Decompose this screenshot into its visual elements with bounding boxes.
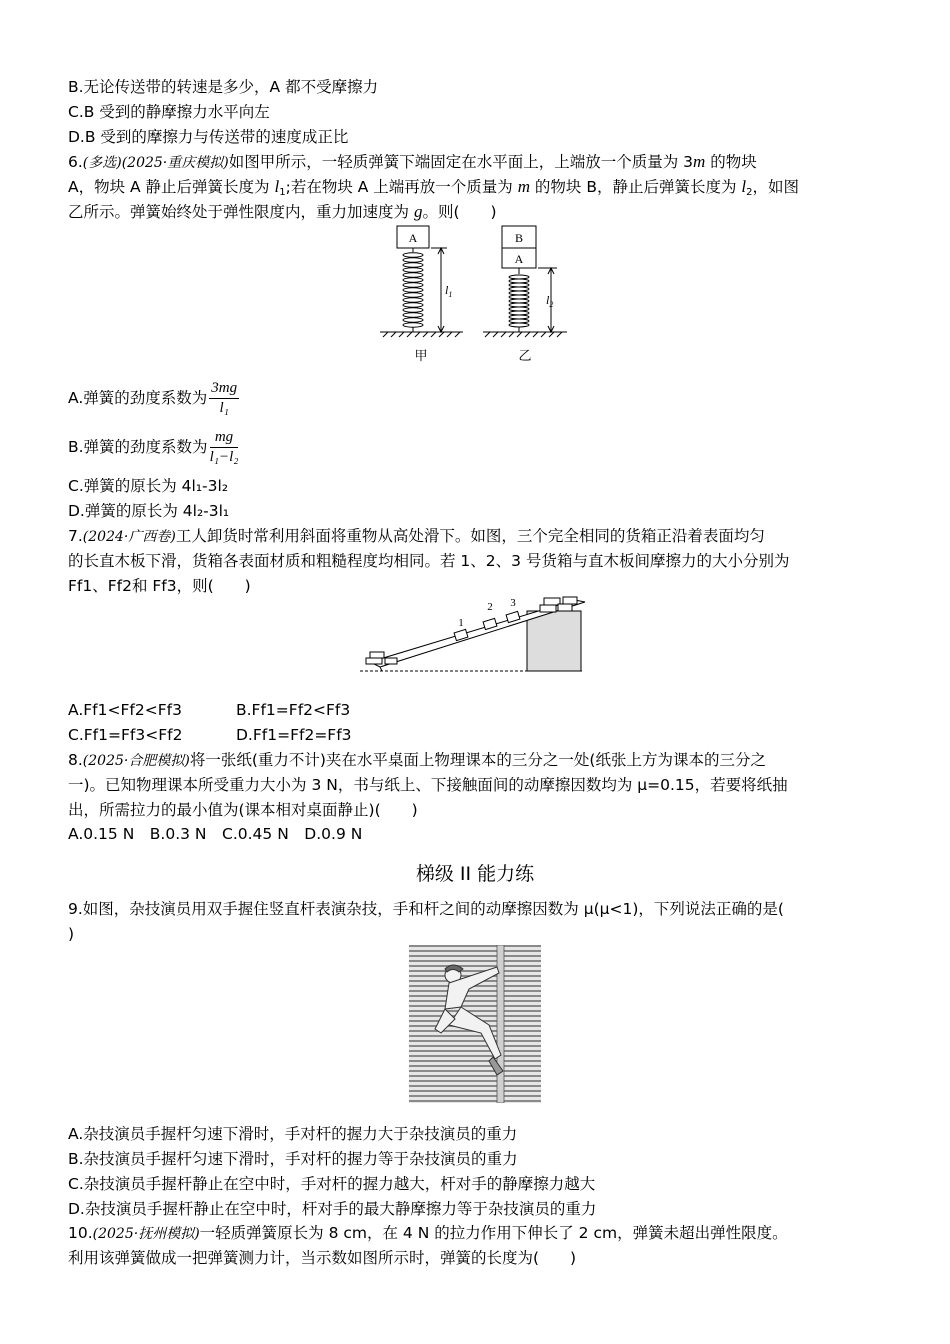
- q6-option-a-fraction: [209, 379, 239, 418]
- q6-text: ;若在物块 A 上端再放一个质量为: [285, 178, 518, 196]
- ground-right: [483, 332, 567, 337]
- box-3-label: 3: [510, 597, 516, 609]
- q6-l2-sub: 2: [746, 187, 753, 198]
- q6-line1: [68, 151, 757, 174]
- q6-text: 乙所示。弹簧始终处于弹性限度内，重力加速度为: [68, 203, 414, 221]
- q8-line3: 出，所需拉力的最小值为(课本相对桌面静止)( ): [68, 801, 418, 819]
- spring-right: [509, 268, 529, 332]
- q6-number: 6.: [68, 153, 83, 171]
- q7-incline-figure: [360, 592, 590, 674]
- q10-source-tag: (2025·抚州模拟): [92, 1226, 200, 1242]
- prev-option-d: D.B 受到的摩擦力与传送带的速度成正比: [68, 128, 349, 146]
- q6-text: A，物块 A 静止后弹簧长度为: [68, 178, 275, 196]
- q8-text: 将一张纸(重力不计)夹在水平桌面上物理课本的三分之一处(纸张上方为课本的三分之: [189, 751, 766, 769]
- q7-option-c: C.Ff1=Ff3<Ff2: [68, 726, 183, 744]
- q6-l1-sub: 1: [279, 187, 286, 198]
- l2-label: $l_2$: [546, 293, 554, 309]
- q8-source-tag: (2025·合肥模拟): [82, 753, 190, 769]
- q6-option-b: [68, 425, 238, 469]
- q10-text: 一轻质弹簧原长为 8 cm，在 4 N 的拉力作用下伸长了 2 cm，弹簧未超出弹性限度。: [199, 1224, 788, 1242]
- q6-line2: [68, 176, 799, 204]
- section-title: 梯级 II 能力练: [415, 863, 535, 885]
- q7-text: 工人卸货时常利用斜面将重物从高处滑下。如图，三个完全相同的货箱正沿着表面均匀: [175, 527, 765, 545]
- q6-text: 如图甲所示，一轻质弹簧下端固定在水平面上，上端放一个质量为 3: [228, 153, 694, 171]
- q6-mass-symbol: m: [693, 152, 706, 171]
- q6-mass-symbol: m: [517, 177, 530, 196]
- q6-text: 的物块 B，静止后弹簧长度为: [530, 178, 742, 196]
- q6-option-d: D.弹簧的原长为 4l₂-3l₁: [68, 502, 230, 520]
- q6-text: 。则( ): [422, 203, 497, 221]
- q6-text: 的物块: [705, 153, 757, 171]
- q9-option-a: A.杂技演员手握杆匀速下滑时，手对杆的握力大于杂技演员的重力: [68, 1125, 518, 1143]
- label-jia: 甲: [414, 348, 428, 363]
- q6-source-tag: (多选)(2025·重庆模拟): [82, 155, 229, 171]
- fraction-numerator: mg: [210, 428, 239, 448]
- q6-l1-symbol: l: [274, 177, 280, 196]
- q6-text: ，如图: [752, 178, 800, 196]
- box-2-label: 2: [487, 601, 493, 613]
- q6-l2-symbol: l: [741, 177, 747, 196]
- q9-line2: ): [68, 925, 75, 943]
- spring-left: [403, 248, 423, 332]
- q6-spring-figure: [375, 222, 575, 368]
- q8-number: 8.: [68, 751, 83, 769]
- q7-option-d: D.Ff1=Ff2=Ff3: [236, 726, 352, 744]
- q7-line3: Ff1、Ff2和 Ff3，则( ): [68, 577, 251, 595]
- q6-option-b-fraction: [210, 428, 239, 467]
- q9-option-b: B.杂技演员手握杆匀速下滑时，手对杆的握力等于杂技演员的重力: [68, 1150, 518, 1168]
- prev-option-b: B.无论传送带的转速是多少，A 都不受摩擦力: [68, 78, 379, 96]
- q10-number: 10.: [68, 1224, 93, 1242]
- q7-option-b: B.Ff1=Ff2<Ff3: [236, 701, 351, 719]
- q6-option-a: [68, 376, 239, 420]
- block-a-left-label: A: [408, 231, 418, 245]
- box-1-label: 1: [458, 617, 464, 629]
- stack-bottom: [366, 658, 382, 664]
- q7-source-tag: (2024·广西卷): [82, 529, 176, 545]
- q7-line1: [68, 525, 765, 548]
- stack-top: [540, 605, 556, 612]
- q6-option-c: C.弹簧的原长为 4l₁-3l₂: [68, 477, 229, 495]
- ground-left: [380, 332, 463, 337]
- q8-line1: [68, 749, 766, 772]
- q7-line2: 的长直木板下滑，货箱各表面材质和粗糙程度均相同。若 1、2、3 号货箱与直木板间摩擦力的大小分别为: [68, 552, 790, 570]
- q6-option-a-text: A.弹簧的劲度系数为: [68, 389, 208, 407]
- q9-acrobat-photo: [409, 945, 541, 1103]
- q9-line1: 9.如图，杂技演员用双手握住竖直杆表演杂技，手和杆之间的动摩擦因数为 μ(μ<1)，下列说法正确的是(: [68, 900, 784, 918]
- fraction-numerator: 3mg: [209, 379, 239, 399]
- q10-line2: 利用该弹簧做成一把弹簧测力计，当示数如图所示时，弹簧的长度为( ): [68, 1249, 577, 1267]
- prev-option-c: C.B 受到的静摩擦力水平向左: [68, 103, 270, 121]
- block-b-label: B: [514, 231, 524, 245]
- block-a-right-label: A: [514, 252, 524, 266]
- fraction-denominator: l₁−l₂: [209, 449, 239, 465]
- q6-option-b-text: B.弹簧的劲度系数为: [68, 438, 208, 456]
- q7-number: 7.: [68, 527, 83, 545]
- l1-label: $l_1$: [445, 283, 453, 299]
- fraction-denominator: l₁: [219, 400, 229, 416]
- q9-option-c: C.杂技演员手握杆静止在空中时，手对杆的握力越大，杆对手的静摩擦力越大: [68, 1175, 596, 1193]
- platform: [527, 611, 581, 671]
- q8-line2: 一)。已知物理课本所受重力大小为 3 N，书与纸上、下接触面间的动摩擦因数均为 μ=0.15，若要将纸抽: [68, 776, 788, 794]
- q9-option-d: D.杂技演员手握杆静止在空中时，杆对手的最大静摩擦力等于杂技演员的重力: [68, 1200, 597, 1218]
- q6-g-symbol: g: [413, 202, 423, 221]
- label-yi: 乙: [518, 348, 532, 363]
- q6-line3: [68, 201, 497, 223]
- q8-options: A.0.15 N B.0.3 N C.0.45 N D.0.9 N: [68, 825, 363, 843]
- q10-line1: [68, 1222, 788, 1245]
- q7-option-a: A.Ff1<Ff2<Ff3: [68, 701, 182, 719]
